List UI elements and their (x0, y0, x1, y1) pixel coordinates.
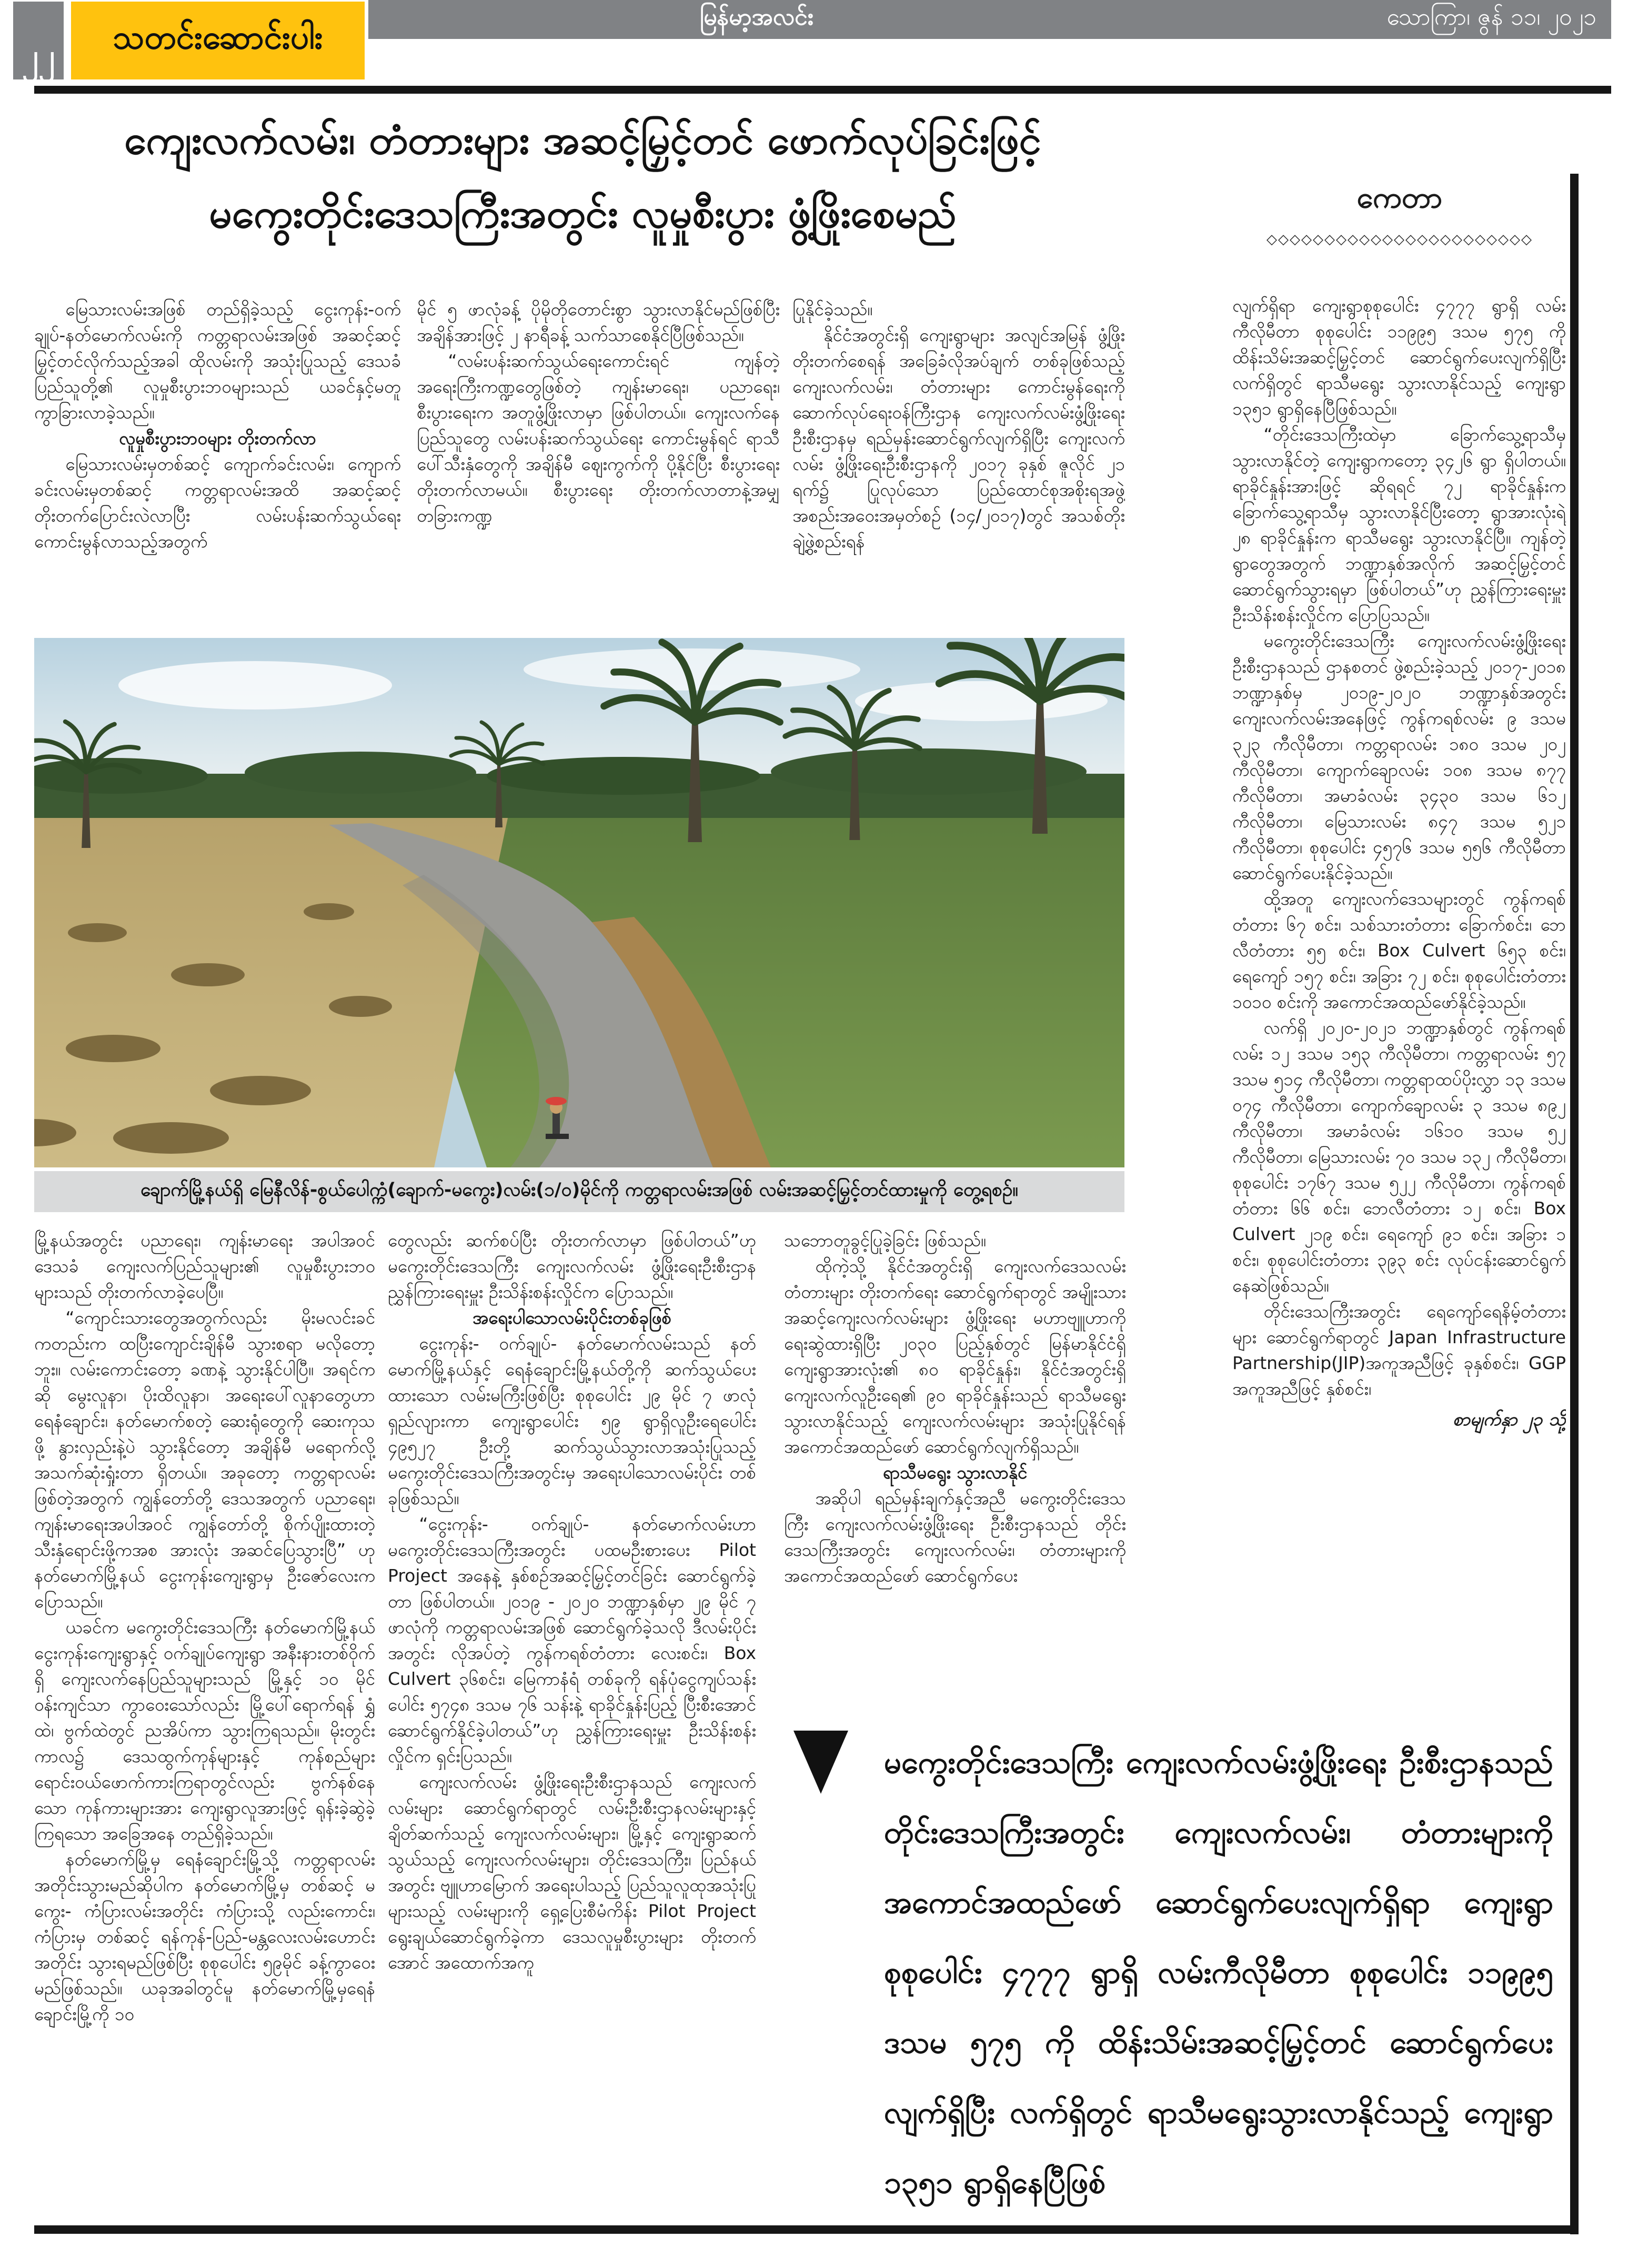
page-jump-note: စာမျက်နှာ ၂၃ သို့ (1452, 1409, 1566, 1430)
byline-divider-ornament: ◇◇◇◇◇◇◇◇◇◇◇◇◇◇◇◇◇◇◇◇◇◇◇ (1267, 232, 1533, 247)
photo-tree-clump (487, 757, 760, 795)
pull-quote-line: တိုင်းဒေသကြီးအတွင်း ကျေးလက်လမ်း၊ တံတားများကို (884, 1814, 1553, 1850)
masthead-bar (368, 0, 1611, 39)
article-headline (37, 103, 1129, 261)
pull-quote-line: ၁၃၅၁ ရွာရှိနေပြီဖြစ် (884, 2164, 1106, 2200)
paragraph: နိုင်ငံအတွင်းရှိ ကျေးရွာများ အလျင်အမြန် ဖွံ့ဖြိုးတိုးတက်စေရန် အခြေခံလိုအပ်ချက် တစ်ခုဖြစ်သည့် ကျေးလက်လမ်း၊ တံတားများ ကောင်းမွန်ရေးကို ဆောက်လုပ်ရေးဝန်ကြီးဌာန ကျေးလက်လမ်းဖွံ့ဖြိုးရေးဦးစီးဌာနမှ ရည်မှန်းဆောင်ရွက်လျက်ရှိပြီး ကျေးလက်လမ်း ဖွံ့ဖြိုးရေးဦးစီးဌာနကို ၂၀၁၇ ခုနှစ် ဇူလိုင် ၂၁ ရက်၌ ပြုလုပ်သော ပြည်ထောင်စုအစိုးရအဖွဲ့ အစည်းအဝေးအမှတ်စဉ် (၁၄/၂၀၁၇)တွင် အသစ်တိုးချဲ့ဖွဲ့စည်းရန် (792, 325, 1125, 552)
subhead: လူမှုစီးပွားဘဝများ တိုးတက်လာ (119, 428, 316, 448)
top-column-2 (417, 296, 780, 637)
paragraph: ယခင်က မကွေးတိုင်းဒေသကြီး နတ်မောက်မြို့နယ်ငွေးကုန်းကျေးရွာနှင့် ဝက်ချုပ်ကျေးရွာ အနီးနားတစ်ဝိုက်ရှိ ကျေးလက်နေပြည်သူများသည် မြို့နှင့် ၁၀ မိုင်ဝန်းကျင်သာ ကွာဝေးသော်လည်း မြို့ပေါ်ရောက်ရန် ရွှံ့ထဲ၊ ဗွက်ထဲတွင် ညအိပ်ကာ သွားကြရသည်။ မိုးတွင်းကာလ၌ ဒေသထွက်ကုန်များနှင့် ကုန်စည်များ ရောင်းဝယ်ဖောက်ကားကြရာတွင်လည်း ဗွက်နစ်နေသော ကုန်ကားများအား ကျေးရွာလူအားဖြင့် ရုန်းခဲ့ဆွဲခဲ့ကြရသော အခြေအနေ တည်ရှိခဲ့သည်။ (34, 1617, 375, 1844)
paragraph: လက်ရှိ ၂၀၂၀-၂၀၂၁ ဘဏ္ဍာနှစ်တွင် ကွန်ကရစ်လမ်း ၁၂ ဒသမ ၁၅၃ ကီလိုမီတာ၊ ကတ္တရာလမ်း ၅၇ ဒသမ ၅၁၄ ကီလိုမီတာ၊ ကတ္တရာထပ်ပိုးလွှာ ၁၃ ဒသမ ၀၇၄ ကီလိုမီတာ၊ ကျောက်ချောလမ်း ၃ ဒသမ ၈၉၂ ကီလိုမီတာ၊ အမာခံလမ်း ၁၆၁၀ ဒသမ ၅၂ ကီလိုမီတာ၊ မြေသားလမ်း ၇၀ ဒသမ ၁၃၂ ကီလိုမီတာ၊ စုစုပေါင်း ၁၇၆၇ ဒသမ ၅၂၂ ကီလိုမီတာ၊ ကွန်ကရစ်တံတား ၆၆ စင်း၊ ဘေလီတံတား ၁၂ စင်း၊ Box Culvert ၂၁၉ စင်း၊ ရေကျော် ၉၁ စင်း၊ အခြား ၁ စင်း၊ စုစုပေါင်းတံတား ၃၉၃ စင်း လုပ်ငန်းဆောင်ရွက်နေဆဲဖြစ်သည်။ (1232, 1017, 1566, 1296)
pull-quote-line: လျက်ရှိပြီး လက်ရှိတွင် ရာသီမရွေးသွားလာနိုင်သည့် ကျေးရွာ (884, 2094, 1553, 2130)
paragraph: ပြုနိုင်ခဲ့သည်။ (792, 299, 873, 319)
headline-line-2: မကွေးတိုင်းဒေသကြီးအတွင်း လူမှုစီးပွား ဖွံ့ဖြိုးစေမည် (209, 190, 957, 237)
subhead: အရေးပါသောလမ်းပိုင်းတစ်ခုဖြစ် (472, 1307, 672, 1328)
right-column (1232, 293, 1566, 1724)
bottom-column-1 (34, 1227, 375, 2254)
byline (1231, 179, 1568, 247)
author-name: ကေတာ (1356, 181, 1443, 215)
pull-quote-line: မကွေးတိုင်းဒေသကြီး ကျေးလက်လမ်းဖွံ့ဖြိုးရေး ဦးစီးဌာနသည် (884, 1744, 1553, 1780)
bottom-column-2 (388, 1227, 756, 2254)
paragraph: တွေလည်း ဆက်စပ်ပြီး တိုးတက်လာမှာ ဖြစ်ပါတယ်”ဟု မကွေးတိုင်းဒေသကြီး ကျေးလက်လမ်း ဖွံ့ဖြိုးရေးဦးစီးဌာန ညွှန်ကြားရေးမှူး ဦးသိန်းစန်းလှိုင်က ပြောသည်။ (388, 1230, 756, 1302)
section-badge (71, 2, 365, 79)
top-column-3 (792, 296, 1125, 637)
triangle-marker-icon (793, 1731, 848, 1794)
paragraph: အဆိုပါ ရည်မှန်းချက်နှင့်အညီ မကွေးတိုင်းဒေသကြီး ကျေးလက်လမ်းဖွံ့ဖြိုးရေး ဦးစီးဌာနသည် တိုင်းဒေသကြီးအတွင်း ကျေးလက်လမ်း၊ တံတားများကို အကောင်အထည်ဖော် ဆောင်ရွက်ပေး (784, 1488, 1126, 1586)
paragraph: ကျေးလက်လမ်း ဖွံ့ဖြိုးရေးဦးစီးဌာနသည် ကျေးလက်လမ်းများ ဆောင်ရွက်ရာတွင် လမ်းဦးစီးဌာနလမ်းများနှင့် ချိတ်ဆက်သည့် ကျေးလက်လမ်းများ၊ မြို့နှင့် ကျေးရွာဆက်သွယ်သည့် ကျေးလက်လမ်းများ၊ တိုင်းဒေသကြီး၊ ပြည်နယ်အတွင်း ဗျူဟာမြောက် အရေးပါသည့် ပြည်သူလူထုအသုံးပြုများသည့် လမ်းများကို ရှေ့ပြေးစီမံကိန်း Pilot Project ရွေးချယ်ဆောင်ရွက်ခဲ့ကာ ဒေသလူမှုစီးပွားများ တိုးတက်အောင် အထောက်အကူ (388, 1772, 756, 1973)
page-number-box (13, 2, 64, 79)
pull-quote-line: ဒသမ ၅၇၅ ကို ထိန်းသိမ်းအဆင့်မြှင့်တင် ဆောင်ရွက်ပေး (884, 2024, 1553, 2060)
pull-quote-line: အကောင်အထည်ဖော် ဆောင်ရွက်ပေးလျက်ရှိရာ ကျေးရွာ (884, 1884, 1553, 1920)
header-rule (34, 86, 1611, 94)
pull-quote (784, 1727, 1563, 2222)
photo-caption-text: ချောက်မြို့နယ်ရှိ မြေနီလိန်-စွယ်ပေါက္ကံ(ချောက်-မကွေး)လမ်း(၁/၀)မိုင်ကို ကတ္တရာလမ်းအဖြစ် လမ်းအဆင့်မြှင့်တင်ထားမှုကို တွေ့ရစဉ်။ (140, 1180, 1018, 1201)
paragraph: မြေသားလမ်းအဖြစ် တည်ရှိခဲ့သည့် ငွေးကုန်း-ဝက်ချုပ်-နတ်မောက်လမ်းကို ကတ္တရာလမ်းအဖြစ် အဆင့်ဆင့်မြှင့်တင်လိုက်သည့်အခါ ထိုလမ်းကို အသုံးပြုသည့် ဒေသခံပြည်သူတို့၏ လူမှုစီးပွားဘဝများသည် ယခင်နှင့်မတူ ကွာခြားလာခဲ့သည်။ (34, 299, 401, 423)
paragraph: မြို့နယ်အတွင်း ပညာရေး၊ ကျန်းမာရေး အပါအဝင် ဒေသခံ ကျေးလက်ပြည်သူများ၏ လူမှုစီးပွားဘဝများသည် တိုးတက်လာခဲ့ပေပြီ။ (34, 1230, 375, 1302)
paragraph: ငွေးကုန်း- ဝက်ချုပ်- နတ်မောက်လမ်းသည် နတ်မောက်မြို့နယ်နှင့် ရေနံချောင်းမြို့နယ်တို့ကို ဆက်သွယ်ပေးထားသော လမ်းမကြီးဖြစ်ပြီး စုစုပေါင်း ၂၉ မိုင် ၇ ဖာလုံရှည်လျားကာ ကျေးရွာပေါင်း ၅၉ ရွာရှိလူဦးရေပေါင်း ၄၉၅၂၇ ဦးတို့ ဆက်သွယ်သွားလာအသုံးပြုသည့် မကွေးတိုင်းဒေသကြီးအတွင်းမှ အရေးပါသောလမ်းပိုင်း တစ်ခုဖြစ်သည်။ (388, 1333, 756, 1508)
paragraph: ထိုကဲ့သို့ နိုင်ငံအတွင်းရှိ ကျေးလက်ဒေသလမ်း တံတားများ တိုးတက်ရေး ဆောင်ရွက်ရာတွင် အမျိုးသားအဆင့်ကျေးလက်လမ်းများ ဖွံ့ဖြိုးရေး မဟာဗျူဟာကို ရေးဆွဲထားရှိပြီး ၂၀၃၀ ပြည့်နှစ်တွင် မြန်မာနိုင်ငံရှိ ကျေးရွာအားလုံး၏ ၈၀ ရာခိုင်နှုန်း၊ နိုင်ငံအတွင်းရှိ ကျေးလက်လူဦးရေ၏ ၉၀ ရာခိုင်နှုန်းသည် ရာသီမရွေးသွားလာနိုင်သည့် ကျေးလက်လမ်းများ အသုံးပြုနိုင်ရန် အကောင်အထည်ဖော် ဆောင်ရွက်လျက်ရှိသည်။ (784, 1256, 1126, 1457)
section-label: သတင်းဆောင်းပါး (113, 17, 323, 56)
date-line: သောကြာ၊ ဇွန် ၁၁၊ ၂၀၂၁ (1386, 4, 1596, 31)
page-right-border (1570, 174, 1579, 2234)
paragraph: မိုင် ၅ ဖာလုံခန့် ပိုမိုတိုတောင်းစွာ သွားလာနိုင်မည်ဖြစ်ပြီး အချိန်အားဖြင့် ၂ နာရီခန့် သက်သာစေနိုင်ပြီဖြစ်သည်။ (417, 299, 780, 345)
paragraph: မြေသားလမ်းမှတစ်ဆင့် ကျောက်ခင်းလမ်း၊ ကျောက်ခင်းလမ်းမှတစ်ဆင့် ကတ္တရာလမ်းအထိ အဆင့်ဆင့် တိုးတက်ပြောင်းလဲလာပြီး လမ်းပန်းဆက်သွယ်ရေး ကောင်းမွန်လာသည့်အတွက် (34, 454, 401, 552)
top-column-1 (34, 296, 401, 637)
pull-quote-text (884, 1727, 1553, 2217)
rural-road-photo-illustration (34, 638, 1124, 1167)
headline-line-1: ကျေးလက်လမ်း၊ တံတားများ အဆင့်မြှင့်တင် ဖောက်လုပ်ခြင်းဖြင့် (124, 116, 1041, 163)
paragraph: “လမ်းပန်းဆက်သွယ်ရေးကောင်းရင် ကျန်တဲ့ အရေးကြီးကဏ္ဍတွေဖြစ်တဲ့ ကျန်းမာရေး၊ ပညာရေး၊ စီးပွားရေးက အတူဖွံ့ဖြိုးလာမှာ ဖြစ်ပါတယ်။ ကျေးလက်နေပြည်သူတွေ လမ်းပန်းဆက်သွယ်ရေး ကောင်းမွန်ရင် ရာသီပေါ်သီးနှံတွေကို အချိန်မီ ဈေးကွက်ကို ပို့နိုင်ပြီး စီးပွားရေး တိုးတက်လာမယ်။ စီးပွားရေး တိုးတက်လာတာနဲ့အမျှ တခြားကဏ္ဍ (417, 351, 780, 526)
subhead: ရာသီမရွေး သွားလာနိုင် (882, 1462, 1028, 1483)
cloud-icon (118, 661, 392, 710)
paragraph: “တိုင်းဒေသကြီးထဲမှာ ခြောက်သွေ့ရာသီမှ သွားလာနိုင်တဲ့ ကျေးရွာကတော့ ၃၄၂၆ ရွာ ရှိပါတယ်။ ရာခိုင်နှုန်းအားဖြင့် ဆိုရရင် ၇၂ ရာခိုင်နှုန်းက ခြောက်သွေ့ရာသီမှ သွားလာနိုင်ပြီးတော့ ရွာအားလုံးရဲ့ ၂၈ ရာခိုင်နှုန်းက ရာသီမရွေး သွားလာနိုင်ပြီ။ ကျန်တဲ့ ရွာတွေအတွက် ဘဏ္ဍာနှစ်အလိုက် အဆင့်မြှင့်တင် ဆောင်ရွက်သွားရမှာ ဖြစ်ပါတယ်”ဟု ညွှန်ကြားရေးမှူး ဦးသိန်းစန်းလှိုင်က ပြောပြသည်။ (1232, 424, 1566, 625)
page-number: ၂၂ (22, 37, 55, 76)
paragraph: နတ်မောက်မြို့မှ ရေနံချောင်းမြို့သို့ ကတ္တရာလမ်းအတိုင်းသွားမည်ဆိုပါက နတ်မောက်မြို့မှ တစ်ဆင့် မကွေး- ကံပြားလမ်းအတိုင်း ကံပြားသို့ လည်းကောင်း၊ ကံပြားမှ တစ်ဆင့် ရန်ကုန်-ပြည်-မန္တလေးလမ်းဟောင်းအတိုင်း သွားရမည်ဖြစ်ပြီး စုစုပေါင်း ၅၉မိုင် ခန့်ကွာဝေးမည်ဖြစ်သည်။ ယခုအခါတွင်မူ နတ်မောက်မြို့မှရေနံချောင်းမြို့ကို ၁၀ (34, 1849, 375, 2024)
paragraph: တိုင်းဒေသကြီးအတွင်း ရေကျော်ရေနိမ့်တံတားများ ဆောင်ရွက်ရာတွင် Japan Infrastructure Partnership(JIP)အကူအညီဖြင့် ခုနှစ်စင်း၊ GGP အကူအညီဖြင့် နှစ်စင်း၊ (1232, 1301, 1566, 1399)
article-photo (34, 638, 1124, 1167)
pull-quote-line: စုစုပေါင်း ၄၇၇၇ ရွာရှိ လမ်းကီလိုမီတာ စုစုပေါင်း ၁၁၉၉၅ (884, 1954, 1553, 1990)
bottom-column-3 (784, 1227, 1126, 1725)
paragraph: “ငွေးကုန်း- ဝက်ချုပ်- နတ်မောက်လမ်းဟာ မကွေးတိုင်းဒေသကြီးအတွင်း ပထမဦးစားပေး Pilot Project အနေနဲ့ နှစ်စဉ်အဆင့်မြှင့်တင်ခြင်း ဆောင်ရွက်ခဲ့တာ ဖြစ်ပါတယ်။ ၂၀၁၉ - ၂၀၂၀ ဘဏ္ဍာနှစ်မှာ ၂၉ မိုင် ၇ ဖာလုံကို ကတ္တရာလမ်းအဖြစ် ဆောင်ရွက်ခဲ့သလို ဒီလမ်းပိုင်းအတွင်း လိုအပ်တဲ့ ကွန်ကရစ်တံတား လေးစင်း၊ Box Culvert ၃၆စင်း၊ မြေကာနံရံ တစ်ခုကို ရန်ပုံငွေကျပ်သန်းပေါင်း ၅၇၄၈ ဒသမ ၇၆ သန်းနဲ့ ရာခိုင်နှုန်းပြည့် ပြီးစီးအောင် ဆောင်ရွက်နိုင်ခဲ့ပါတယ်”ဟု ညွှန်ကြားရေးမှူး ဦးသိန်းစန်းလှိုင်က ရှင်းပြသည်။ (388, 1514, 756, 1766)
paragraph: လျက်ရှိရာ ကျေးရွာစုစုပေါင်း ၄၇၇၇ ရွာရှိ လမ်းကီလိုမီတာ စုစုပေါင်း ၁၁၉၉၅ ဒသမ ၅၇၅ ကို ထိန်းသိမ်းအဆင့်မြှင့်တင် ဆောင်ရွက်ပေးလျက်ရှိပြီး လက်ရှိတွင် ရာသီမရွေး သွားလာနိုင်သည့် ကျေးရွာ ၁၃၅၁ ရွာရှိနေပြီဖြစ်သည်။ (1232, 295, 1566, 419)
paragraph: “ကျောင်းသားတွေအတွက်လည်း မိုးမလင်းခင် ကတည်းက ထပြီးကျောင်းချိန်မီ သွားစရာ မလိုတော့ဘူး။ လမ်းကောင်းတော့ ခဏနဲ့ သွားနိုင်ပါပြီ။ အရင်ကဆို မွေးလူနာ၊ ပိုးထိလူနာ၊ အရေးပေါ်လူနာတွေဟာ ရေနံချောင်း၊ နတ်မောက်စတဲ့ ဆေးရုံတွေကို ဆေးကုသဖို့ နွားလှည်းနဲ့ပဲ သွားနိုင်တော့ အချိန်မီ မရောက်လို့ အသက်ဆုံးရှုံးတာ ရှိတယ်။ အခုတော့ ကတ္တရာလမ်း ဖြစ်တဲ့အတွက် ကျွန်တော်တို့ ဒေသအတွက် ပညာရေး၊ ကျန်းမာရေးအပါအဝင် ကျွန်တော်တို့ စိုက်ပျိုးထားတဲ့ သီးနှံရောင်းဖို့ကအစ အားလုံး အဆင်ပြေသွားပြီ” ဟု နတ်မောက်မြို့နယ် ငွေးကုန်းကျေးရွာမှ ဦးဇော်လေးက ပြောသည်။ (34, 1307, 375, 1612)
paragraph: မကွေးတိုင်းဒေသကြီး ကျေးလက်လမ်းဖွံ့ဖြိုးရေးဦးစီးဌာနသည် ဌာနစတင် ဖွဲ့စည်းခဲ့သည့် ၂၀၁၇-၂၀၁၈ ဘဏ္ဍာနှစ်မှ ၂၀၁၉-၂၀၂၀ ဘဏ္ဍာနှစ်အတွင်း ကျေးလက်လမ်းအနေဖြင့် ကွန်ကရစ်လမ်း ၉ ဒသမ ၃၂၃ ကီလိုမီတာ၊ ကတ္တရာလမ်း ၁၈၀ ဒသမ ၂၀၂ ကီလိုမီတာ၊ ကျောက်ချောလမ်း ၁၀၈ ဒသမ ၈၇၇ ကီလိုမီတာ၊ အမာခံလမ်း ၃၄၃၀ ဒသမ ၆၁၂ ကီလိုမီတာ၊ မြေသားလမ်း ၈၄၇ ဒသမ ၅၂၁ ကီလိုမီတာ၊ စုစုပေါင်း ၄၅၇၆ ဒသမ ၅၅၆ ကီလိုမီတာ ဆောင်ရွက်ပေးနိုင်ခဲ့သည်။ (1232, 631, 1566, 883)
photo-caption (34, 1171, 1124, 1212)
paragraph: သဘောတူခွင့်ပြုခဲ့ခြင်း ဖြစ်သည်။ (784, 1230, 986, 1251)
masthead-title: မြန်မာ့အလင်း (700, 4, 813, 31)
photo-tree-clump (245, 752, 476, 794)
paragraph: ထို့အတူ ကျေးလက်ဒေသများတွင် ကွန်ကရစ်တံတား ၆၇ စင်း၊ သစ်သားတံတား ခြောက်စင်း၊ ဘေလီတံတား ၅၅ စင်း၊ Box Culvert ၆၅၃ စင်း၊ ရေကျော် ၁၅၇ စင်း၊ အခြား ၇၂ စင်း၊ စုစုပေါင်းတံတား ၁၀၁၀ စင်းကို အကောင်အထည်ဖော်နိုင်ခဲ့သည်။ (1232, 888, 1566, 1012)
